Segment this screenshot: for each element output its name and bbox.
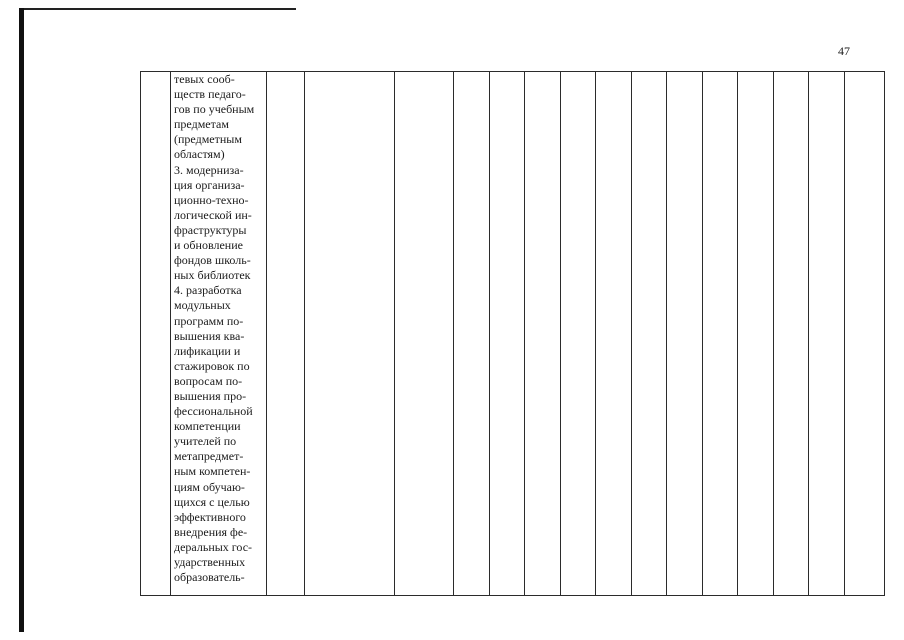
cell-text-line: 4. разработка	[174, 283, 242, 298]
document-table	[140, 71, 885, 596]
cell-text-line: программ по-	[174, 313, 244, 328]
cell-text-line: циям обучаю-	[174, 479, 245, 494]
cell-text-line: вышения про-	[174, 388, 247, 403]
cell-text-line: ным компетен-	[174, 464, 251, 479]
cell-text-line: ционно-техно-	[174, 192, 249, 207]
cell-text-line: компетенции	[174, 419, 241, 434]
cell-text-line: логической ин-	[174, 207, 252, 222]
cell-text-line: областям)	[174, 147, 225, 162]
cell-text-line: учителей по	[174, 434, 237, 449]
cell-text-line: вышения ква-	[174, 328, 245, 343]
cell-text-line: фраструктуры	[174, 222, 247, 237]
cell-text-line: фессиональной	[174, 404, 253, 419]
cell-text-line: и обновление	[174, 238, 243, 253]
page-number: 47	[838, 44, 850, 58]
cell-text-line: (предметным	[174, 132, 242, 147]
cell-text-line: 3. модерниза-	[174, 162, 244, 177]
cell-text-line: тевых сооб-	[174, 72, 235, 86]
cell-text-line: щихся с целью	[174, 494, 250, 509]
table-cell	[809, 72, 845, 596]
cell-text-line: эффективного	[174, 509, 246, 524]
cell-text-line: фондов школь-	[174, 253, 251, 268]
table-row	[141, 72, 885, 596]
table-cell	[561, 72, 596, 596]
table-cell	[525, 72, 561, 596]
cell-text-line: стажировок по	[174, 358, 250, 373]
cell-text-line: лификации и	[174, 343, 241, 358]
scan-edge-top	[24, 8, 296, 10]
cell-text-line: внедрения фе-	[174, 524, 248, 539]
cell-text-line: ция организа-	[174, 177, 245, 192]
table-cell	[454, 72, 490, 596]
table-cell-number	[141, 72, 171, 596]
table-cell	[845, 72, 885, 596]
table-cell	[596, 72, 632, 596]
cell-text-line: вопросам по-	[174, 373, 243, 388]
cell-text-line: модульных	[174, 298, 231, 313]
cell-text-line: ных библиотек	[174, 268, 251, 283]
cell-text-line: деральных гос-	[174, 539, 253, 554]
table-cell	[267, 72, 305, 596]
cell-text-line: гов по учебным	[174, 102, 255, 117]
table-cell	[667, 72, 703, 596]
table-cell	[395, 72, 454, 596]
table-cell	[703, 72, 738, 596]
table-cell-text	[171, 72, 267, 596]
cell-text-line: ударственных	[174, 555, 246, 569]
cell-text-line: предметам	[174, 117, 229, 132]
table-cell	[305, 72, 395, 596]
cell-text-line: образователь-	[174, 570, 245, 585]
cell-text-line: ществ педаго-	[174, 87, 246, 102]
table-cell	[738, 72, 774, 596]
table-cell	[632, 72, 667, 596]
table-cell	[490, 72, 525, 596]
scan-edge-left	[19, 8, 24, 632]
table-cell	[774, 72, 809, 596]
cell-text-line: метапредмет-	[174, 449, 244, 464]
